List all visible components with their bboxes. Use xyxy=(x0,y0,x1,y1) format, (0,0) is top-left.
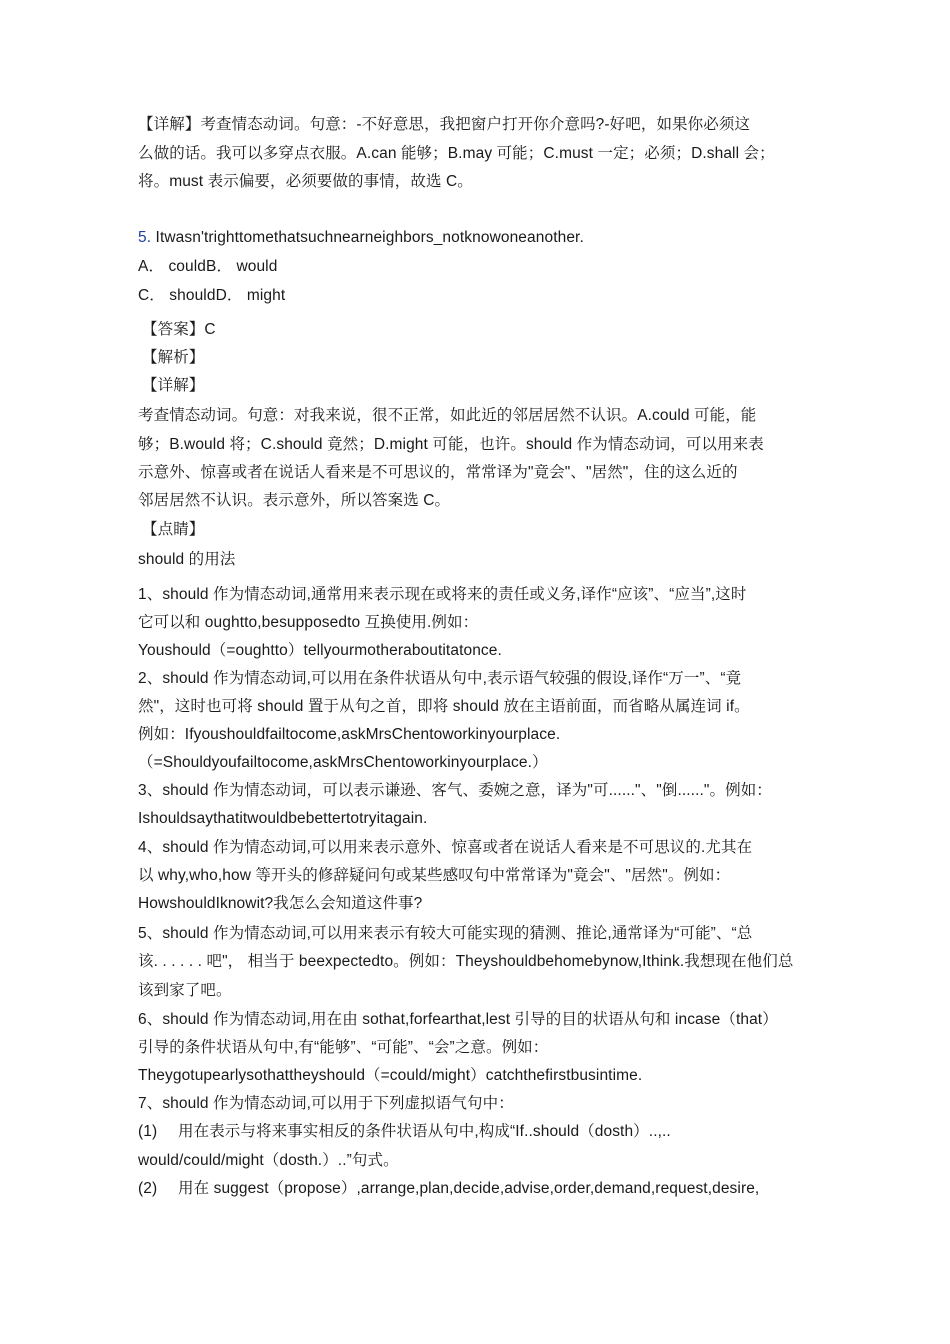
detail-label: 【详解】 xyxy=(142,377,205,394)
tip-title: should 的用法 xyxy=(138,551,236,568)
usage-line: 例如：Ifyoushouldfailtocome,askMrsChentoworkinyourplace. xyxy=(138,726,561,743)
usage-line: 该到家了吧。 xyxy=(138,982,232,999)
usage-line: 2、should 作为情态动词,可以用在条件状语从句中,表示语气较强的假设,译作“万一”、“竟 xyxy=(138,670,742,687)
usage-line: 7、should 作为情态动词,可以用于下列虚拟语气句中： xyxy=(138,1095,514,1112)
sub-item-number: (2) xyxy=(138,1180,158,1197)
usage-line: 以 why,who,how 等开头的修辞疑问句或某些感叹句中常常译为"竟会"、"居然"。例如： xyxy=(138,867,731,884)
answer-label: 【答案】C xyxy=(142,321,216,338)
prev-explanation-line: 【详解】考查情态动词。句意：-不好意思，我把窗户打开你介意吗?-好吧，如果你必须这 xyxy=(138,116,751,133)
question-options-cd: C． shouldD． might xyxy=(138,287,286,304)
detail-line: 够；B.would 将；C.should 竟然；D.might 可能，也许。should 作为情态动词，可以用来表 xyxy=(138,436,764,453)
usage-line: 该. . . . . . 吧"， 相当于 beexpectedto。例如：Theyshouldbehomebynow,Ithink.我想现在他们总 xyxy=(138,953,794,970)
question-stem xyxy=(138,228,584,248)
detail-line: 示意外、惊喜或者在说话人看来是不可思议的，常常译为"竟会"、"居然"，住的这么近的 xyxy=(138,464,738,481)
prev-explanation-line: 么做的话。我可以多穿点衣服。A.can 能够；B.may 可能；C.must 一定；必须；D.shall 会； xyxy=(138,145,775,162)
usage-sub-item-cont: would/could/might（dosth.）..”句式。 xyxy=(138,1152,399,1169)
sub-item-number: (1) xyxy=(138,1123,158,1140)
usage-line: 然"，这时也可将 should 置于从句之首，即将 should 放在主语前面，而省略从属连词 if。 xyxy=(138,698,750,715)
usage-line: 1、should 作为情态动词,通常用来表示现在或将来的责任或义务,译作“应该”、“应当”,这时 xyxy=(138,586,747,603)
usage-sub-item xyxy=(138,1179,759,1199)
usage-line: Ishouldsaythatitwouldbebettertotryitagain. xyxy=(138,810,428,827)
usage-sub-item xyxy=(138,1122,671,1142)
detail-line: 考查情态动词。句意：对我来说，很不正常，如此近的邻居居然不认识。A.could 可能，能 xyxy=(138,407,757,424)
detail-line: 邻居居然不认识。表示意外，所以答案选 C。 xyxy=(138,492,451,509)
sub-item-text: 用在表示与将来事实相反的条件状语从句中,构成“If..should（dosth）..,.. xyxy=(178,1123,671,1140)
usage-line: 引导的条件状语从句中,有“能够”、“可能”、“会”之意。例如： xyxy=(138,1039,549,1056)
usage-line: Theygotupearlysothattheyshould（=could/might）catchthefirstbusintime. xyxy=(138,1067,643,1084)
analysis-label: 【解析】 xyxy=(142,349,205,366)
question-text: Itwasn'trighttomethatsuchnearneighbors_notknowoneanother. xyxy=(151,229,584,246)
question-number: 5. xyxy=(138,229,152,246)
usage-line: HowshouldIknowit?我怎么会知道这件事? xyxy=(138,895,423,912)
sub-item-text: 用在 suggest（propose）,arrange,plan,decide,advise,order,demand,request,desire, xyxy=(178,1180,760,1197)
tip-label: 【点睛】 xyxy=(142,521,205,538)
question-options-ab: A． couldB． would xyxy=(138,258,278,275)
usage-line: 3、should 作为情态动词，可以表示谦逊、客气、委婉之意，译为"可......"、"倒......"。例如： xyxy=(138,782,772,799)
usage-line: 它可以和 oughtto,besupposedto 互换使用.例如： xyxy=(138,614,479,631)
usage-line: 4、should 作为情态动词,可以用来表示意外、惊喜或者在说话人看来是不可思议的.尤其在 xyxy=(138,839,753,856)
usage-line: Youshould（=oughtto）tellyourmotheraboutitatonce. xyxy=(138,642,502,659)
prev-explanation-line: 将。must 表示偏要，必须要做的事情，故选 C。 xyxy=(138,173,473,190)
usage-line: 6、should 作为情态动词,用在由 sothat,forfearthat,lest 引导的目的状语从句和 incase（that） xyxy=(138,1011,778,1028)
usage-line: 5、should 作为情态动词,可以用来表示有较大可能实现的猜测、推论,通常译为“可能”、“总 xyxy=(138,925,753,942)
usage-line: （=Shouldyoufailtocome,askMrsChentoworkinyourplace.） xyxy=(138,754,548,771)
